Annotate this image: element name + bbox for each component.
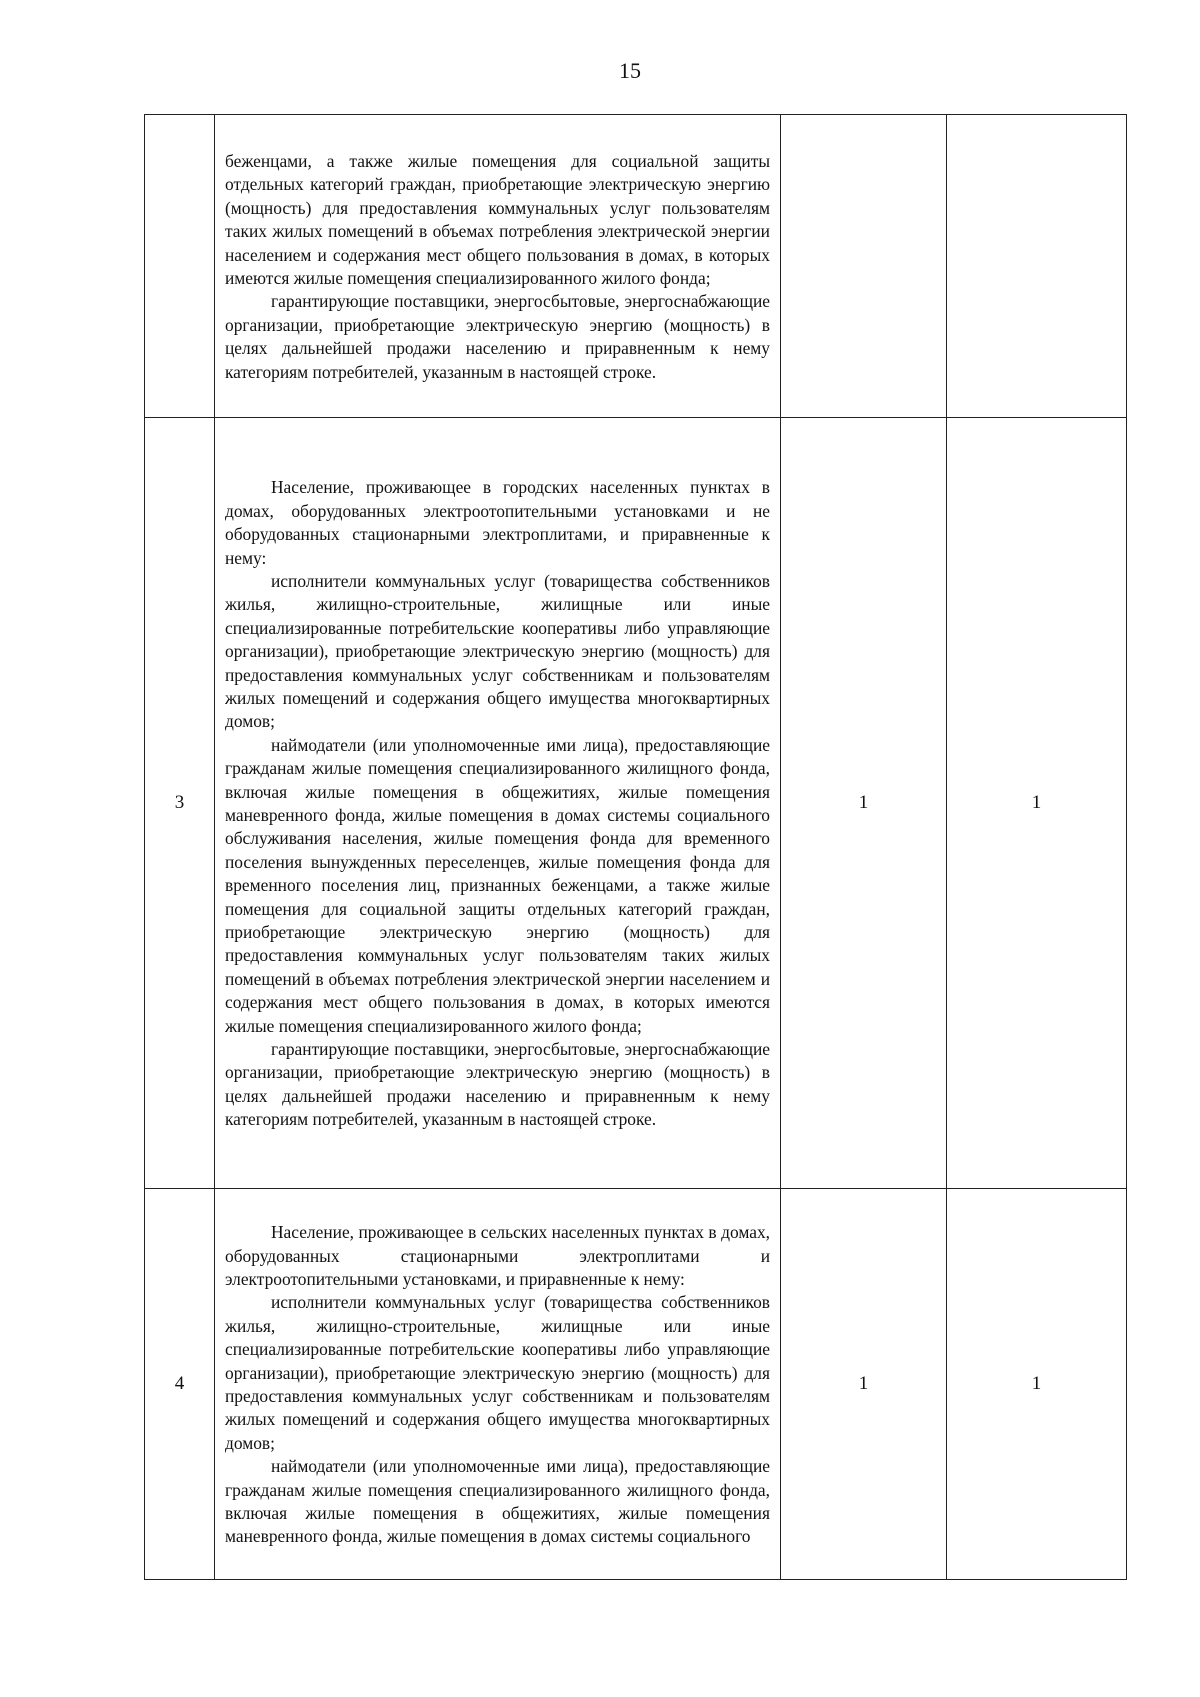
- description-paragraph: наймодатели (или уполномоченные ими лица), предоставляющие гражданам жилые помещения специализированного жилищного фонда, включая жилые помещения в общежитиях, жилые помещения маневренного фонда, жилые помещения в домах системы социального: [225, 1456, 770, 1547]
- page-number: 15: [619, 58, 641, 83]
- value-cell-1: 1: [781, 1189, 947, 1580]
- description-paragraph: исполнители коммунальных услуг (товарищества собственников жилья, жилищно-строительные, жилищные или иные специализированные потребительские кооперативы либо управляющие организации), приобретающие электрическую энергию (мощность) для предоставления коммунальных услуг собственникам и пользователям жилых помещений и содержания общего имущества многоквартирных домов;: [225, 1292, 770, 1453]
- description-paragraph: наймодатели (или уполномоченные ими лица), предоставляющие гражданам жилые помещения специализированного жилищного фонда, включая жилые помещения в общежитиях, жилые помещения маневренного фонда, жилые помещения в домах системы социального обслуживания населения, жилые помещения фонда для временного поселения вынужденных переселенцев, жилые помещения фонда для временного поселения лиц, признанных беженцами, а также жилые помещения для социальной защиты отдельных категорий граждан, приобретающие электрическую энергию (мощность) для предоставления коммунальных услуг пользователям таких жилых помещений в объемах потребления электрической энергии населением и содержания мест общего пользования в домах, в которых имеются жилые помещения специализированного жилого фонда;: [225, 734, 770, 1036]
- description-paragraph: Население, проживающее в городских населенных пунктах в домах, оборудованных электроотопительными установками и не оборудованных стационарными электроплитами, и приравненные к нему:: [225, 477, 770, 568]
- table-row: [145, 115, 1127, 418]
- row-number-cell: 3: [145, 418, 215, 1189]
- description-paragraph: гарантирующие поставщики, энергосбытовые, энергоснабжающие организации, приобретающие электрическую энергию (мощность) в целях дальнейшей продажи населению и приравненным к нему категориям потребителей, указанным в настоящей строке.: [225, 1039, 770, 1130]
- row-number-cell: 4: [145, 1189, 215, 1580]
- value-cell-1: 1: [781, 418, 947, 1189]
- value-cell-2: 1: [947, 1189, 1127, 1580]
- value-cell-2: [947, 115, 1127, 418]
- row-number-cell: [145, 115, 215, 418]
- table-row: [145, 418, 1127, 1189]
- table-row: [145, 1189, 1127, 1580]
- description-cell: [215, 418, 781, 1189]
- description-paragraph: исполнители коммунальных услуг (товарищества собственников жилья, жилищно-строительные, жилищные или иные специализированные потребительские кооперативы либо управляющие организации), приобретающие электрическую энергию (мощность) для предоставления коммунальных услуг собственникам и пользователям жилых помещений и содержания общего имущества многоквартирных домов;: [225, 570, 770, 732]
- description-cell: [215, 1189, 781, 1580]
- description-paragraph: гарантирующие поставщики, энергосбытовые, энергоснабжающие организации, приобретающие электрическую энергию (мощность) в целях дальнейшей продажи населению и приравненным к нему категориям потребителей, указанным в настоящей строке.: [225, 291, 770, 382]
- tariff-table: [144, 114, 1127, 1580]
- description-paragraph: беженцами, а также жилые помещения для социальной защиты отдельных категорий граждан, приобретающие электрическую энергию (мощность) для предоставления коммунальных услуг пользователям таких жилых помещений в объемах потребления электрической энергии населением и содержания мест общего пользования в домах, в которых имеются жилые помещения специализированного жилого фонда;: [225, 150, 770, 288]
- description-cell: [215, 115, 781, 418]
- value-cell-1: [781, 115, 947, 418]
- description-paragraph: Население, проживающее в сельских населенных пунктах в домах, оборудованных стационарными электроплитами и электроотопительными установками, и приравненные к нему:: [225, 1222, 770, 1289]
- value-cell-2: 1: [947, 418, 1127, 1189]
